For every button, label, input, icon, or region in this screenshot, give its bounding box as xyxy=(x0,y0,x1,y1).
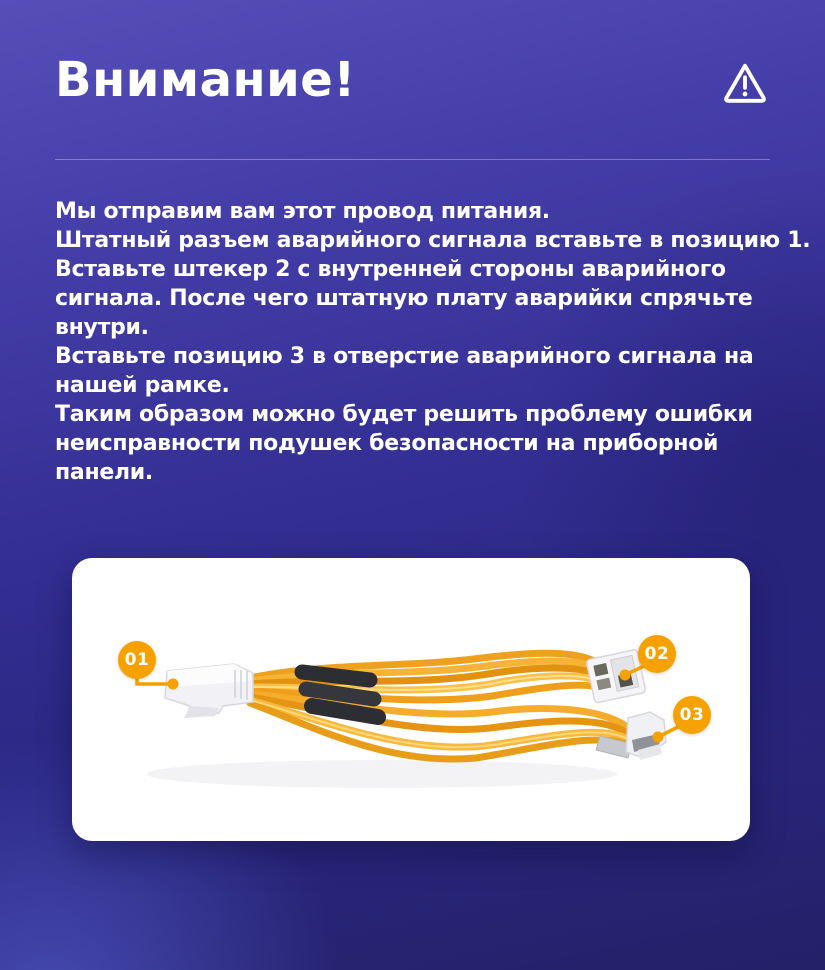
instruction-line: внутри. xyxy=(55,315,149,340)
instruction-line: нашей рамке. xyxy=(55,373,230,398)
product-photo-card xyxy=(72,558,750,841)
wire-harness-image xyxy=(72,558,750,841)
badge-03: 03 xyxy=(673,696,711,734)
instruction-line: неисправности подушек безопасности на приборной xyxy=(55,431,719,456)
instruction-line: Таким образом можно будет решить проблему ошибки xyxy=(55,402,753,427)
callout-dot-03 xyxy=(653,732,664,743)
connector-01 xyxy=(165,664,253,718)
instruction-line: Вставьте позицию 3 в отверстие аварийного сигнала на xyxy=(55,344,754,369)
instructions-text xyxy=(55,197,811,487)
badge-01: 01 xyxy=(118,641,156,679)
instruction-line: сигнала. После чего штатную плату аварийки спрячьте xyxy=(55,286,753,311)
warning-triangle-icon xyxy=(722,60,768,106)
badge-02: 02 xyxy=(638,635,676,673)
callout-dot-02 xyxy=(620,670,631,681)
instruction-line: Мы отправим вам этот провод питания. xyxy=(55,199,550,224)
instruction-line: Штатный разъем аварийного сигнала вставьте в позицию 1. xyxy=(55,228,811,253)
heat-shrink-tape xyxy=(302,672,378,717)
callout-dot-01 xyxy=(168,679,179,690)
harness-shadow xyxy=(147,760,617,788)
page-title: Внимание! xyxy=(55,52,356,108)
instruction-line: Вставьте штекер 2 с внутренней стороны аварийного xyxy=(55,257,726,282)
divider xyxy=(55,159,770,160)
instruction-line: панели. xyxy=(55,460,153,485)
connector-02 xyxy=(586,649,646,703)
